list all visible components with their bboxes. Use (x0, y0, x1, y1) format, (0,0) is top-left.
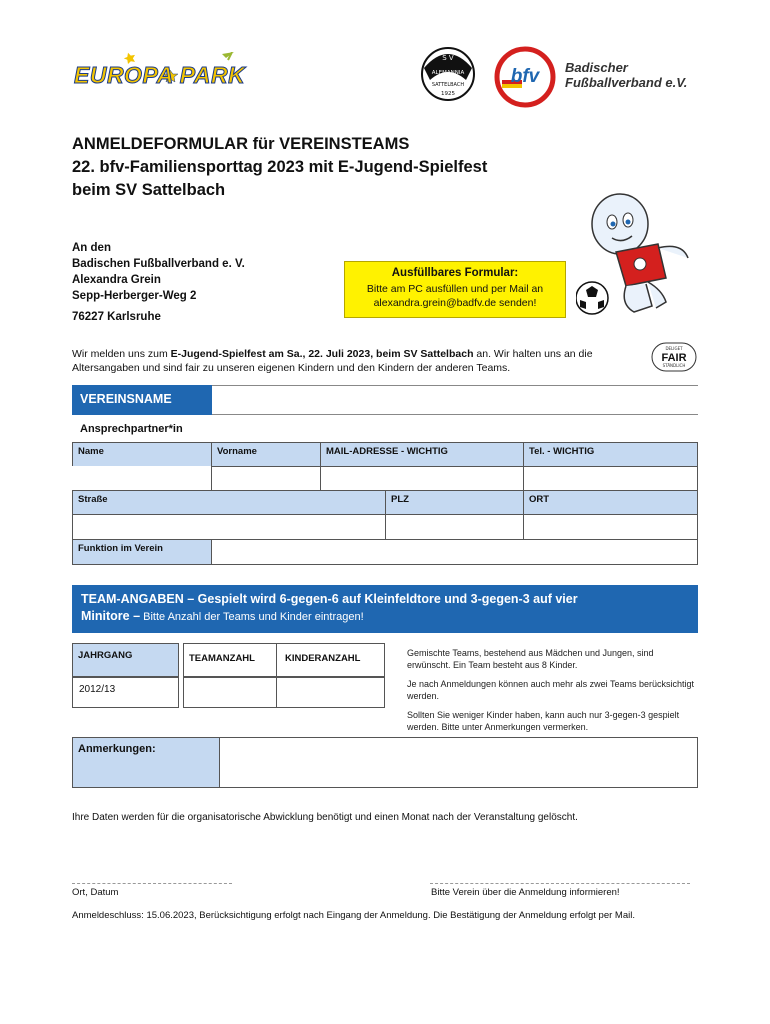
col-name: Name (72, 442, 212, 467)
team-banner-bold: Minitore – (81, 609, 141, 623)
svg-text:bfv: bfv (510, 66, 540, 87)
col-strasse: Straße (72, 490, 386, 515)
team-banner-line1: TEAM-ANGABEN – Gespielt wird 6-gegen-6 auf Kleinfeldtore und 3-gegen-3 auf vier (81, 592, 578, 606)
bfv-name-line1: Badischer (565, 60, 628, 75)
svg-text:ALEMANNIA: ALEMANNIA (431, 70, 465, 76)
col-ort: ORT (523, 490, 698, 515)
sv-sattelbach-logo (420, 46, 476, 102)
jahrgang-value: 2012/13 (72, 677, 179, 708)
signature-line-right[interactable] (430, 883, 690, 884)
address-line4: Sepp-Herberger-Weg 2 (72, 290, 197, 302)
signature-line-left[interactable] (72, 883, 232, 884)
intro-text (72, 347, 647, 375)
europapark-wordmark: EUROPA PARK (74, 62, 246, 88)
title-line2: 22. bfv-Familiensporttag 2023 mit E-Jugend-Spielfest (72, 158, 488, 176)
col-jahrgang: JAHRGANG (72, 643, 179, 677)
mascot-illustration (576, 186, 696, 326)
recipient-address (72, 240, 245, 304)
contact-person-label: Ansprechpartner*in (80, 423, 183, 435)
col-tel: Tel. - WICHTIG (523, 442, 698, 467)
note-title: Ausfüllbares Formular: (391, 267, 519, 279)
note-line1: Bitte am PC ausfüllen und per Mail an (366, 283, 544, 295)
inform-club-label: Bitte Verein über die Anmeldung informieren! (431, 887, 620, 898)
svg-text:SATTELBACH: SATTELBACH (431, 82, 465, 88)
strasse-field[interactable] (72, 514, 386, 540)
team-banner-rest: Bitte Anzahl der Teams und Kinder eintragen! (140, 611, 364, 623)
address-line3: Alexandra Grein (72, 274, 161, 286)
col-funktion: Funktion im Verein (72, 539, 212, 565)
intro-bold: E-Jugend-Spielfest am Sa., 22. Juli 2023, beim SV Sattelbach (170, 348, 474, 360)
title-line3: beim SV Sattelbach (72, 181, 226, 199)
col-mail: MAIL-ADRESSE - WICHTIG (320, 442, 524, 467)
col-plz: PLZ (385, 490, 524, 515)
address-city: 76227 Karlsruhe (72, 311, 161, 323)
bfv-name-line2: Fußballverband e.V. (565, 75, 688, 90)
col-kinderanzahl: KINDERANZAHL (276, 643, 385, 677)
intro-part1: Wir melden uns zum (72, 348, 171, 360)
team-notes (407, 648, 697, 741)
deadline-note: Anmeldeschluss: 15.06.2023, Berücksichtigung erfolgt nach Eingang der Anmeldung. Die Bestätigung der Anmeldung erfolgt per Mail. (72, 910, 635, 921)
address-line1: An den (72, 242, 111, 254)
bfv-logo (494, 46, 556, 108)
bfv-name (565, 60, 687, 90)
team-note-2: Je nach Anmeldungen können auch mehr als zwei Teams berücksichtigt werden. (407, 679, 694, 701)
plz-field[interactable] (385, 514, 524, 540)
ort-field[interactable] (523, 514, 698, 540)
vereinsname-label: VEREINSNAME (72, 385, 212, 415)
note-text (345, 282, 565, 310)
svg-text:1925: 1925 (441, 91, 455, 97)
vorname-field[interactable] (211, 466, 321, 491)
vereinsname-field[interactable] (212, 385, 698, 415)
place-date-label: Ort, Datum (72, 887, 119, 898)
team-note-3: Sollten Sie weniger Kinder haben, kann auch nur 3-gegen-3 gespielt werden. Bitte unter Anmerkungen vermerken. (407, 710, 680, 732)
team-info-banner (72, 585, 698, 633)
fair-badge-icon (651, 342, 697, 372)
team-banner-line2 (81, 609, 698, 623)
svg-text:S V: S V (442, 54, 454, 62)
kinderanzahl-field[interactable] (276, 677, 385, 708)
remarks-label: Anmerkungen: (72, 737, 220, 788)
funktion-field[interactable] (211, 539, 698, 565)
col-teamanzahl: TEAMANZAHL (183, 643, 277, 677)
intro-part2: an. Wir halten uns an die Altersangaben und sind fair zu unseren eigenen Kindern und den Kindern der anderen Teams. (72, 348, 593, 374)
team-note-1: Gemischte Teams, bestehend aus Mädchen und Jungen, sind erwünscht. Ein Team besteht aus 8 Kinder. (407, 648, 654, 670)
name-field[interactable] (72, 466, 212, 491)
teamanzahl-field[interactable] (183, 677, 277, 708)
remarks-field[interactable] (219, 737, 698, 788)
address-line2: Badischen Fußballverband e. V. (72, 258, 245, 270)
privacy-note: Ihre Daten werden für die organisatorische Abwicklung benötigt und einen Monat nach der Veranstaltung gelöscht. (72, 812, 578, 823)
col-vorname: Vorname (211, 442, 321, 467)
fair-badge-bottom: STÄNDLICH (662, 363, 686, 368)
title-line1: ANMELDEFORMULAR für VEREINSTEAMS (72, 135, 410, 153)
note-email[interactable]: alexandra.grein@badfv.de senden! (373, 297, 537, 309)
mail-field[interactable] (320, 466, 524, 491)
page-title (72, 133, 487, 202)
tel-field[interactable] (523, 466, 698, 491)
fair-badge-top: DELIGET (665, 346, 683, 351)
fair-badge-main: FAIR (661, 352, 687, 364)
fillable-form-note (344, 261, 566, 318)
